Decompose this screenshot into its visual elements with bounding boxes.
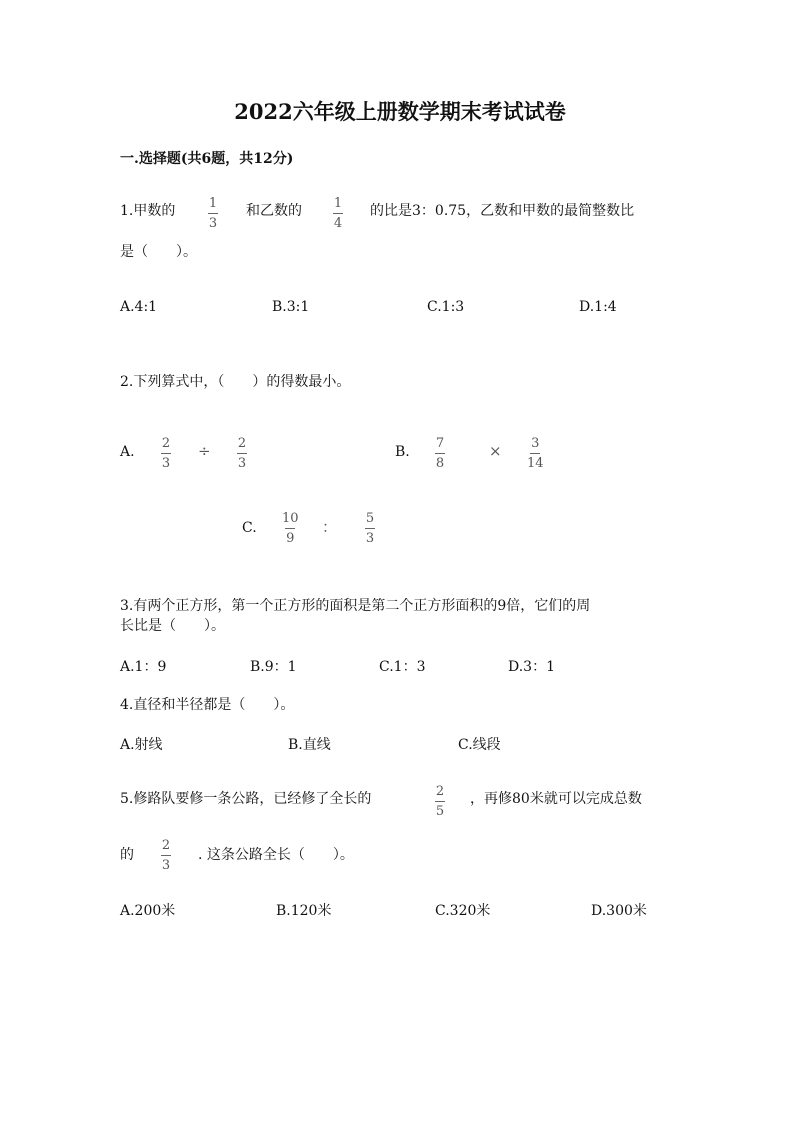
q3-text-line1: 3.有两个正方形，第一个正方形的面积是第二个正方形面积的9倍，它们的周 — [120, 598, 591, 614]
q5-text-part3: 的 — [120, 847, 134, 863]
q5-text-part1: 5.修路队要修一条公路，已经修了全长的 — [120, 791, 372, 807]
q2-a-fraction-1 — [161, 436, 171, 471]
q5-text-part4: . 这条公路全长（ ）。 — [198, 847, 354, 863]
q2-option-c-label[interactable]: C. — [242, 520, 257, 536]
section-heading: 一.选择题(共6题，共12分) — [120, 151, 294, 167]
q3-option-d[interactable]: D.3：1 — [508, 659, 555, 675]
numerator: 1 — [208, 196, 218, 211]
q4-text: 4.直径和半径都是（ ）。 — [120, 697, 295, 713]
q2-c-fraction-2 — [365, 511, 375, 546]
fraction-bar — [435, 453, 445, 454]
q5-fraction-2 — [161, 838, 171, 873]
q4-option-b[interactable]: B.直线 — [288, 737, 331, 753]
denominator: 4 — [333, 216, 343, 231]
denominator: 3 — [365, 531, 375, 546]
fraction-bar — [365, 528, 375, 529]
q1-option-b[interactable]: B.3:1 — [272, 299, 310, 315]
denominator: 9 — [286, 531, 295, 546]
q5-option-a[interactable]: A.200米 — [120, 903, 176, 919]
denominator: 8 — [435, 456, 445, 471]
q4-option-a[interactable]: A.射线 — [120, 737, 163, 753]
q1-text-part4: 是（ ）。 — [120, 244, 197, 260]
numerator: 2 — [237, 436, 247, 451]
q2-option-b-label[interactable]: B. — [395, 444, 410, 460]
q5-option-d[interactable]: D.300米 — [591, 903, 647, 919]
fraction-bar — [161, 855, 171, 856]
q4-option-c[interactable]: C.线段 — [458, 737, 501, 753]
q2-b-fraction-2 — [527, 436, 544, 471]
q1-text-part3: 的比是3：0.75，乙数和甲数的最简整数比 — [370, 203, 635, 219]
fraction-bar — [435, 801, 445, 802]
denominator: 3 — [161, 456, 171, 471]
q5-fraction-1 — [435, 784, 445, 819]
divide-operator: ÷ — [198, 442, 211, 460]
numerator: 1 — [333, 196, 343, 211]
q1-text-part1: 1.甲数的 — [120, 203, 176, 219]
fraction-bar — [161, 453, 171, 454]
exam-title: 2022六年级上册数学期末考试试卷 — [234, 99, 566, 124]
q3-option-b[interactable]: B.9：1 — [250, 659, 297, 675]
fraction-bar — [285, 528, 295, 529]
denominator: 3 — [237, 456, 247, 471]
q2-b-fraction-1 — [435, 436, 445, 471]
fraction-bar — [530, 453, 540, 454]
numerator: 2 — [161, 436, 171, 451]
denominator: 3 — [208, 216, 218, 231]
q2-text: 2.下列算式中，（ ）的得数最小。 — [120, 374, 351, 390]
denominator: 5 — [435, 804, 445, 819]
q3-option-c[interactable]: C.1：3 — [379, 659, 426, 675]
q3-option-a[interactable]: A.1：9 — [120, 659, 167, 675]
denominator: 3 — [161, 858, 171, 873]
ratio-operator: ： — [322, 518, 338, 536]
q1-fraction-2 — [333, 196, 343, 231]
fraction-bar — [237, 453, 247, 454]
numerator: 2 — [161, 838, 171, 853]
q1-option-a[interactable]: A.4:1 — [120, 299, 158, 315]
q3-text-line2: 长比是（ ）。 — [120, 618, 225, 634]
fraction-bar — [333, 213, 343, 214]
q2-option-a-label[interactable]: A. — [120, 444, 135, 460]
q2-a-fraction-2 — [237, 436, 247, 471]
multiply-operator: × — [489, 442, 502, 460]
q5-text-part2: ，再修80米就可以完成总数 — [470, 791, 642, 807]
q5-option-c[interactable]: C.320米 — [435, 903, 491, 919]
numerator: 10 — [282, 511, 299, 526]
denominator: 14 — [527, 456, 544, 471]
q2-c-fraction-1 — [282, 511, 299, 546]
numerator: 2 — [435, 784, 445, 799]
numerator: 3 — [531, 436, 540, 451]
numerator: 5 — [365, 511, 375, 526]
fraction-bar — [208, 213, 218, 214]
q1-option-d[interactable]: D.1:4 — [579, 299, 617, 315]
q1-option-c[interactable]: C.1:3 — [427, 299, 465, 315]
numerator: 7 — [435, 436, 445, 451]
q5-option-b[interactable]: B.120米 — [276, 903, 332, 919]
q1-text-part2: 和乙数的 — [246, 203, 302, 219]
q1-fraction-1 — [208, 196, 218, 231]
